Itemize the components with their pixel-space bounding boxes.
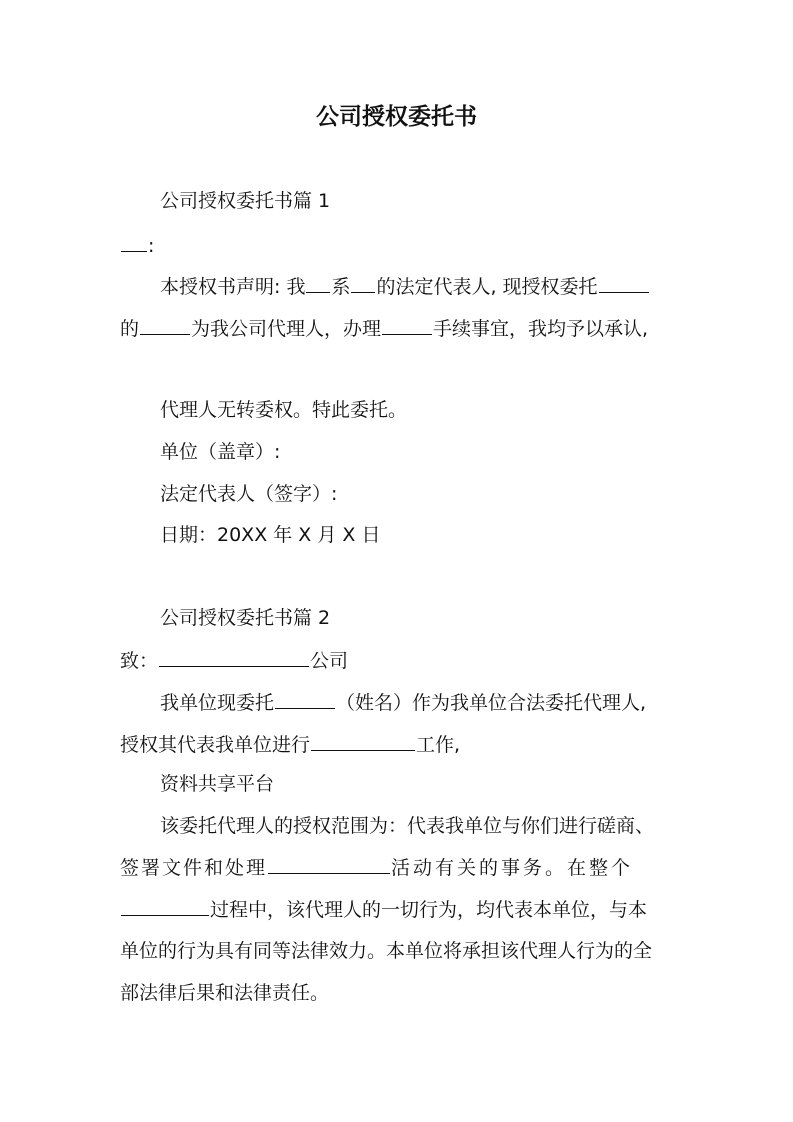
section1-salutation — [120, 232, 680, 259]
scope-line-3 — [120, 896, 680, 923]
salutation-colon: : — [148, 235, 155, 257]
section2-to-line — [120, 647, 680, 674]
legal-rep-sign-line: 法定代表人（签字）: — [160, 483, 338, 505]
blank-company-name — [159, 647, 309, 667]
unit-seal-line: 单位（盖章）: — [160, 441, 281, 463]
blank-procedure — [382, 315, 432, 335]
scope-text-a: 签署文件和处理 — [120, 857, 268, 879]
para1-text-c: 的法定代表人, 现授权委托 — [376, 276, 598, 298]
section1-para2: 代理人无转委权。特此委托。 — [160, 399, 408, 421]
platform-line: 资料共享平台 — [160, 773, 275, 795]
scope-line-1: 该委托代理人的授权范围为：代表我单位与你们进行磋商、 — [160, 815, 655, 837]
s2-para2-text-b: 工作, — [416, 734, 461, 756]
blank-work — [311, 731, 415, 751]
recipient-blank — [121, 232, 147, 252]
blank-agent-name — [140, 315, 190, 335]
scope-line-2 — [120, 854, 680, 881]
scope-line-5: 部法律后果和法律责任。 — [120, 982, 330, 1004]
section1-para1-line1 — [160, 273, 720, 300]
para1-text-f: 手续事宜，我均予以承认, — [433, 318, 649, 340]
to-prefix: 致： — [120, 650, 159, 672]
s2-para1-text-a: 我单位现委托 — [160, 692, 275, 714]
blank-process — [121, 896, 209, 916]
section2-para2 — [120, 731, 680, 758]
scope-text-c: 过程中，该代理人的一切行为，均代表本单位，与本 — [210, 899, 648, 921]
scope-text-b: 活动有关的事务。在整个 — [391, 857, 634, 879]
section1-heading: 公司授权委托书篇 1 — [160, 190, 331, 212]
para1-text-d: 的 — [120, 318, 140, 340]
blank-company — [351, 273, 375, 293]
para1-text-a: 本授权书声明: 我 — [160, 276, 306, 298]
section2-heading: 公司授权委托书篇 2 — [160, 607, 331, 629]
para1-text-b: 系 — [331, 276, 351, 298]
blank-name — [306, 273, 330, 293]
to-suffix: 公司 — [310, 650, 349, 672]
para1-text-e: 为我公司代理人，办理 — [191, 318, 382, 340]
document-title: 公司授权委托书 — [316, 104, 477, 130]
s2-para1-text-b: （姓名）作为我单位合法委托代理人, — [336, 692, 647, 714]
blank-delegate-name — [275, 689, 335, 709]
blank-activity — [268, 854, 390, 874]
s2-para2-text-a: 授权其代表我单位进行 — [120, 734, 311, 756]
blank-agent — [599, 273, 649, 293]
date-line: 日期：20XX 年 X 月 X 日 — [160, 524, 381, 546]
section1-para1-line2 — [120, 315, 680, 342]
scope-line-4: 单位的行为具有同等法律效力。本单位将承担该代理人行为的全 — [120, 940, 653, 962]
section2-para1 — [160, 689, 720, 716]
